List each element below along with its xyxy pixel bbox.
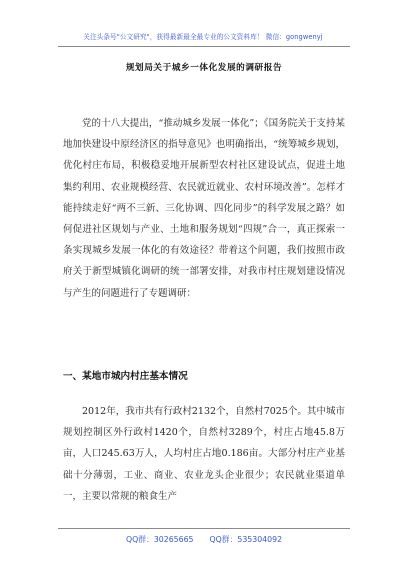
intro-paragraph: 党的十八大提出，“推动城乡发展一体化”；《国务院关于支持某地加快建设中原经济区的指导意见》也明确指出，“统筹城乡规划，优化村庄布局，积极稳妥地开展新型农村社区建设试点，促进土地集约利用、农业规模经营、农民就近就业、农村环境改善”。怎样才能持续走好“两不三新、三化协调、四化同步”的科学发展之路？如何促进社区规划与产业、土地和服务规划“四规”合一，真正探索一条实现城乡发展一体化的有效途径？带着这个问题，我们按照市政府关于新型城镇化调研的统一部署安排，对我市村庄规划建设情况与产生的问题进行了专题调研：: [63, 118, 345, 299]
document-title: 规划局关于城乡一体化发展的调研报告: [125, 63, 283, 73]
footer: [58, 534, 350, 545]
header-divider: [58, 46, 350, 47]
section-paragraph: 2012年，我市共有行政村2132个，自然村7025个。其中城市规划控制区外行政村1420个，自然村3289个，村庄占地45.8万亩，人口245.63万人，人均村庄占地0.186亩。大部分村庄产业基础十分薄弱，工业、商业、农业龙头企业很少；农民就业渠道单一，主要以常规的粮食生产: [63, 406, 345, 502]
document-body: [63, 113, 345, 304]
footer-qq-left: QQ群：30265665: [125, 535, 194, 544]
footer-qq-right: QQ群：535304092: [209, 535, 283, 544]
section-body: [63, 401, 345, 507]
header-banner: 关注头条号"公文研究"，获得最新最全最专业的公文资料库！ 微信：gongwenyj: [83, 33, 323, 41]
footer-divider: [58, 528, 350, 529]
section-heading: 一、某地市城内村庄基本情况: [63, 371, 188, 382]
